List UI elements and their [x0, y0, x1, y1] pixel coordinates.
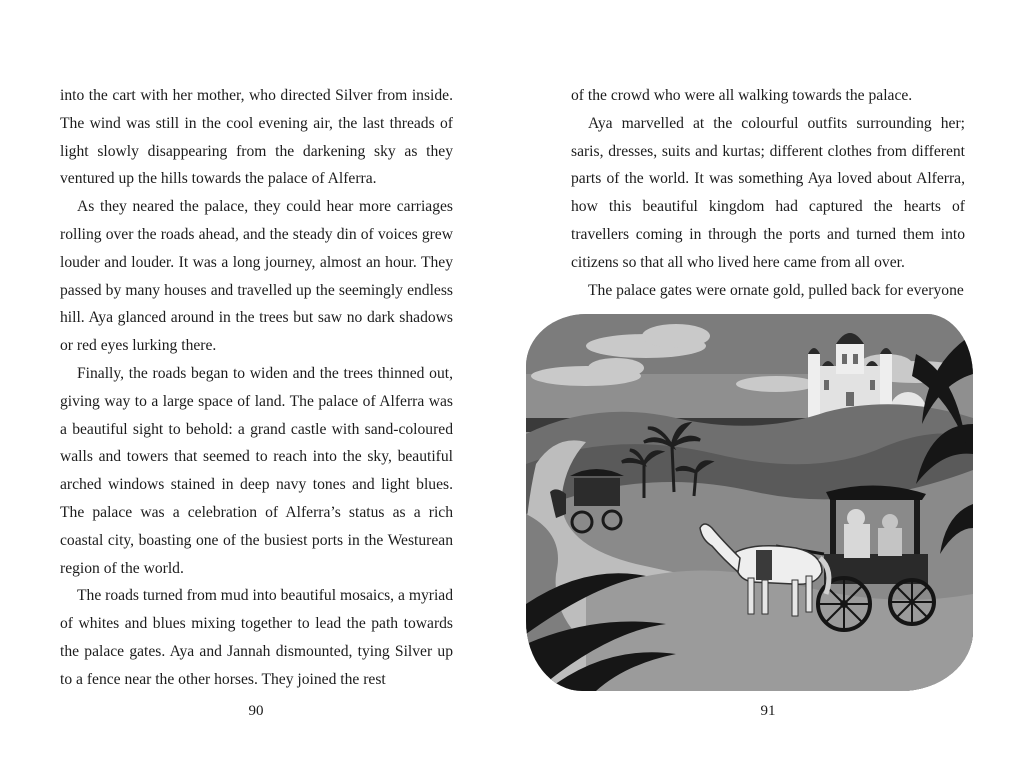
paragraph: of the crowd who were all walking towards the palace.	[571, 87, 913, 104]
palace-carriage-illustration	[526, 314, 973, 691]
paragraph: Finally, the roads began to widen and the trees thinned out, giving way to a large space of land. The palace of Alferra was a beautiful sight to behold: a grand castle with sand-coloured walls and towers that seemed to reach into the sky, beautiful arched windows stained in deep navy tones and light blues. The palace was a celebration of Alferra’s status as a rich coastal city, boasting one of the busiest ports in the Westurean region of the world.	[60, 364, 453, 577]
left-page-text	[60, 82, 453, 694]
paragraph: Aya marvelled at the colourful outfits surrounding her; saris, dresses, suits and kurtas; different clothes from different parts of the world. It was something Aya loved about Alferra, how this beautiful kingdom had captured the hearts of travellers coming in through the ports and turned them into citizens so that all who lived here came from all over.	[571, 114, 965, 271]
paragraph: The roads turned from mud into beautiful mosaics, a myriad of whites and blues mixing together to lead the path towards the palace gates. Aya and Jannah dismounted, tying Silver up to a fence near the other horses. They joined the rest	[60, 587, 453, 688]
right-page	[512, 0, 1024, 776]
page-number: 91	[760, 703, 776, 719]
right-page-text	[571, 82, 965, 304]
paragraph: As they neared the palace, they could hear more carriages rolling over the roads ahead, and the steady din of voices grew louder and louder. It was a long journey, almost an hour. They passed by many houses and travelled up the seemingly endless hill. Aya glanced around in the trees but saw no dark shadows or red eyes lurking there.	[60, 198, 453, 355]
paragraph: into the cart with her mother, who directed Silver from inside. The wind was still in the cool evening air, the last threads of light slowly disappearing from the darkening sky as they ventured up the hills towards the palace of Alferra.	[60, 87, 453, 188]
illustration-artwork	[526, 314, 973, 691]
paragraph: The palace gates were ornate gold, pulled back for everyone	[588, 281, 964, 299]
page-number: 90	[248, 703, 264, 719]
